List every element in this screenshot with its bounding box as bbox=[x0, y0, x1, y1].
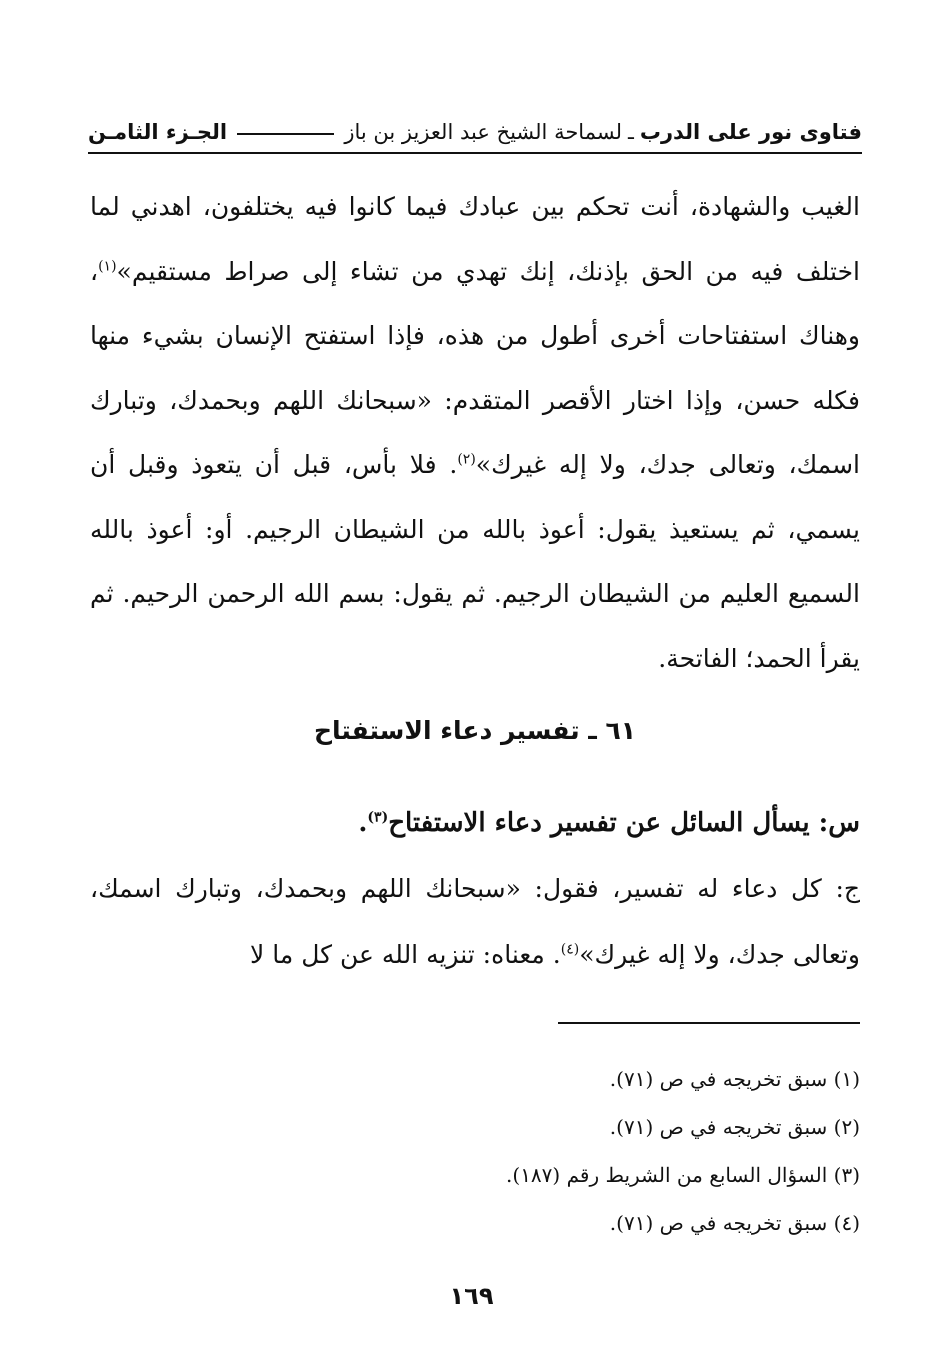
footnote-ref-4[interactable]: (٤) bbox=[560, 941, 580, 958]
question-answer bbox=[90, 790, 860, 988]
body-paragraph bbox=[90, 175, 860, 691]
section-heading: ٦١ ـ تفسير دعاء الاستفتاح bbox=[313, 716, 637, 745]
page-number: ١٦٩ bbox=[449, 1282, 494, 1310]
footnote-item: (٣) السؤال السابع من الشريط رقم (١٨٧). bbox=[506, 1163, 860, 1187]
header-rule bbox=[237, 133, 334, 135]
footnote-ref-3[interactable]: (٣) bbox=[367, 809, 389, 826]
answer-text-part-2: . معناه: تنزيه الله عن كل ما لا bbox=[250, 940, 561, 969]
header-scholar-name: لسماحة الشيخ عبد العزيز بن باز bbox=[344, 120, 622, 144]
footnotes bbox=[360, 1055, 860, 1247]
body-text bbox=[90, 175, 860, 691]
question-line bbox=[90, 790, 860, 856]
question-text: س: يسأل السائل عن تفسير دعاء الاستفتاح bbox=[388, 808, 860, 838]
body-text-part-3: . فلا بأس، قبل أن يتعوذ وقبل أن يسمي، ثم يستعيذ يقول: أعوذ بالله من الشيطان الرجيم. أو: أعوذ بالله السميع العليم من الشيطان الرجيم. ثم يقول: بسم الله الرحمن الرحيم. ثم يقرأ الحمد؛ الفاتحة. bbox=[90, 450, 860, 673]
footnote-separator bbox=[558, 1022, 860, 1024]
answer-text-part-1: ج: كل دعاء له تفسير، فقول: «سبحانك اللهم وبحمدك، وتبارك اسمك، وتعالى جدك، ولا إله غيرك» bbox=[90, 874, 860, 969]
body-text-part-1: الغيب والشهادة، أنت تحكم بين عبادك فيما كانوا فيه يختلفون، اهدني لما اختلف فيه من الحق بإذنك، إنك تهدي من تشاء إلى صراط مستقيم» bbox=[90, 192, 860, 286]
header-separator: ـ bbox=[627, 120, 634, 144]
footnote-item: (١) سبق تخريجه في ص (٧١). bbox=[609, 1067, 860, 1091]
question-end: . bbox=[358, 808, 368, 838]
footnote-ref-2[interactable]: (٢) bbox=[457, 451, 476, 468]
footnote-item: (٤) سبق تخريجه في ص (٧١). bbox=[609, 1211, 860, 1235]
answer-paragraph bbox=[90, 856, 860, 988]
footnote-item: (٢) سبق تخريجه في ص (٧١). bbox=[609, 1115, 860, 1139]
running-header bbox=[88, 112, 862, 154]
header-volume: الجـزء الثامـن bbox=[88, 120, 228, 144]
footnote-ref-1[interactable]: (١) bbox=[98, 258, 117, 275]
header-series-title: فتاوى نور على الدرب bbox=[639, 120, 862, 144]
body-text-part-2: ، وهناك استفتاحات أخرى أطول من هذه، فإذا استفتح الإنسان بشيء منها فكله حسن، وإذا اختار الأقصر المتقدم: «سبحانك اللهم وبحمدك، وتبارك اسمك، وتعالى جدك، ولا إله غيرك» bbox=[90, 256, 860, 479]
